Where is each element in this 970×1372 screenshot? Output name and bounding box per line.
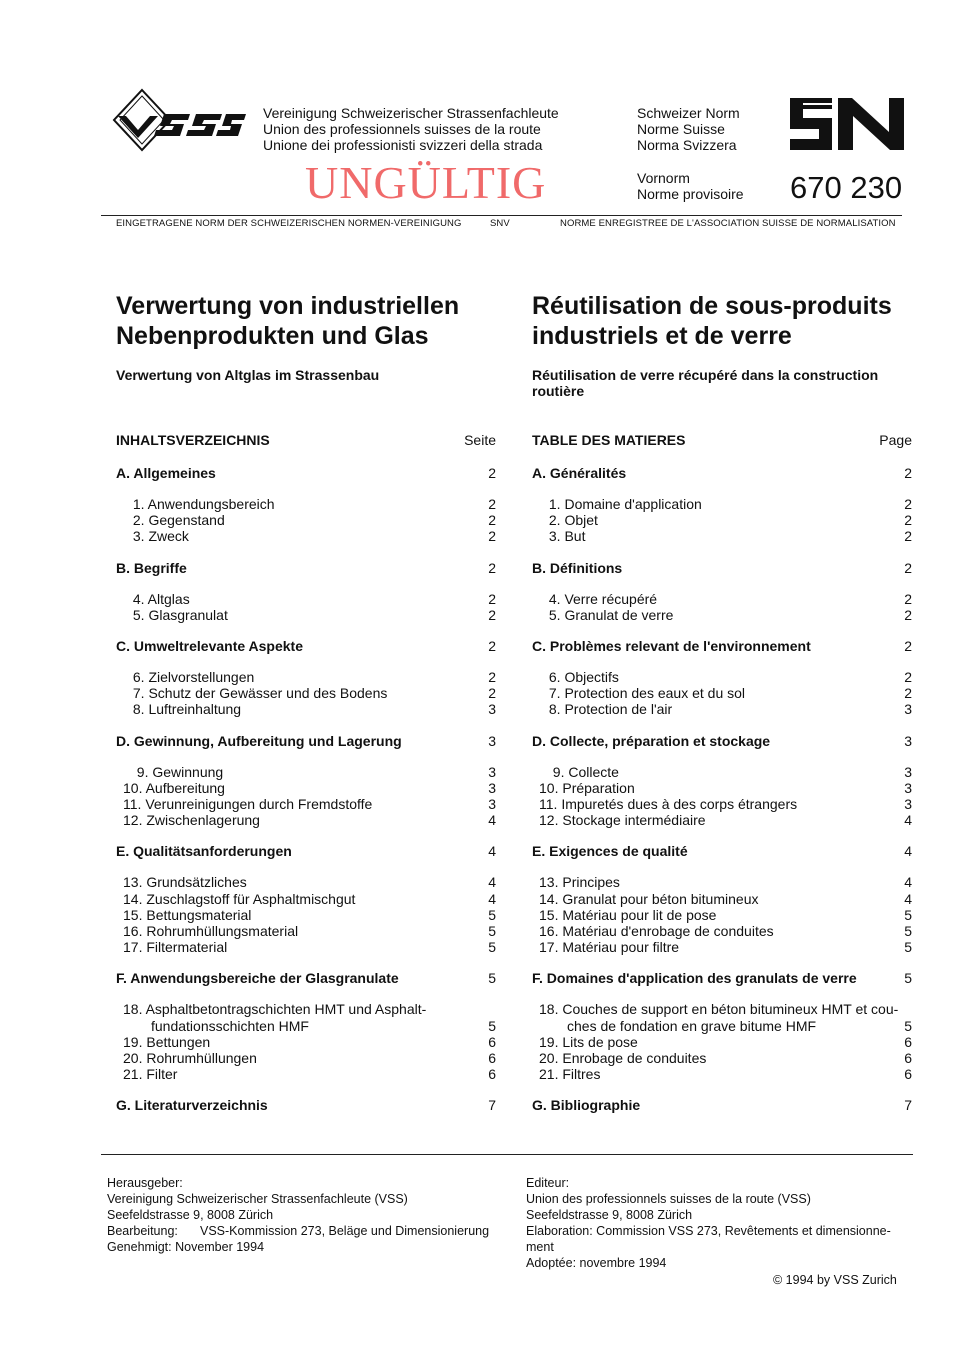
footer-rule bbox=[101, 1154, 913, 1155]
toc-section-page: 2 bbox=[488, 638, 496, 655]
toc-item-page: 2 bbox=[904, 606, 912, 623]
toc-item-page: 3 bbox=[904, 763, 912, 780]
toc-item-text: 20. Enrobage de conduites bbox=[539, 1050, 707, 1067]
toc-item-text: 8. Protection de l'air bbox=[545, 701, 673, 718]
toc-section-page: 2 bbox=[904, 465, 912, 481]
toc-section-title: E. Qualitätsanforderungen bbox=[116, 843, 292, 860]
fr-publisher: Union des professionnels suisses de la route (VSS) bbox=[526, 1192, 811, 1206]
toc-item-page: 3 bbox=[904, 796, 912, 813]
vss-logo bbox=[112, 88, 247, 152]
toc-item bbox=[532, 607, 912, 623]
toc-de bbox=[116, 432, 496, 1128]
toc-item-page: 5 bbox=[488, 1017, 496, 1034]
toc-item-label bbox=[116, 1001, 426, 1033]
toc-section-title: B. Définitions bbox=[532, 559, 623, 576]
toc-item bbox=[116, 685, 496, 701]
toc-item-text: 19. Bettungen bbox=[123, 1033, 211, 1050]
toc-section-page: 2 bbox=[904, 559, 912, 576]
toc-item-page: 2 bbox=[488, 512, 496, 529]
toc-section bbox=[116, 1097, 496, 1113]
toc-item-text: 12. Stockage intermédiaire bbox=[539, 812, 706, 829]
toc-item-text: 15. Matériau pour lit de pose bbox=[539, 906, 717, 923]
toc-item-group bbox=[116, 1001, 496, 1082]
toc-item-text: 18. Couches de support en béton bitumineux HMT et cou- bbox=[539, 1001, 899, 1018]
fr-edit-line1: Elaboration: Commission VSS 273, Revêtements et dimensionne- bbox=[526, 1224, 891, 1238]
toc-section bbox=[116, 465, 496, 481]
toc-section-page: 5 bbox=[488, 970, 496, 987]
toc-item-label bbox=[116, 512, 225, 528]
toc-item-page: 5 bbox=[904, 906, 912, 923]
de-publisher: Vereinigung Schweizerischer Strassenfachleute (VSS) bbox=[107, 1192, 408, 1206]
toc-section-page: 2 bbox=[904, 638, 912, 655]
association-names bbox=[263, 105, 559, 153]
toc-item bbox=[116, 528, 496, 544]
toc-item-text: 7. Protection des eaux et du sol bbox=[545, 685, 746, 702]
toc-item bbox=[116, 796, 496, 812]
toc-item-text: 2. Gegenstand bbox=[129, 512, 225, 529]
toc-item-text: 17. Matériau pour filtre bbox=[539, 939, 680, 956]
toc-item-label bbox=[532, 701, 672, 717]
subtitle-fr-line2: routière bbox=[532, 383, 585, 399]
toc-item-label bbox=[532, 496, 702, 512]
toc-item-group bbox=[116, 874, 496, 955]
toc-item-page: 5 bbox=[904, 923, 912, 940]
toc-section bbox=[532, 843, 912, 859]
toc-fr-title: TABLE DES MATIERES bbox=[532, 432, 686, 448]
toc-item-text: 4. Verre récupéré bbox=[545, 590, 658, 607]
de-approved: Genehmigt: November 1994 bbox=[107, 1240, 265, 1254]
toc-item-group bbox=[116, 496, 496, 545]
de-edit: VSS-Kommission 273, Beläge und Dimensionierung bbox=[200, 1224, 490, 1238]
toc-fr bbox=[532, 432, 912, 1128]
association-it: Unione dei professionisti svizzeri della strada bbox=[263, 137, 543, 153]
toc-section bbox=[532, 638, 912, 654]
toc-item-group bbox=[532, 764, 912, 829]
toc-section-page: 5 bbox=[904, 970, 912, 987]
toc-item-page: 4 bbox=[488, 874, 496, 891]
toc-fr-body bbox=[532, 465, 912, 1113]
toc-item-page: 2 bbox=[488, 669, 496, 686]
toc-item bbox=[532, 907, 912, 923]
fr-publisher-label: Editeur: bbox=[526, 1176, 570, 1190]
toc-item bbox=[532, 923, 912, 939]
toc-item bbox=[116, 701, 496, 717]
toc-item-text: 2. Objet bbox=[545, 512, 598, 529]
title-fr-line2: industriels et de verre bbox=[532, 322, 792, 350]
association-fr: Union des professionnels suisses de la route bbox=[263, 121, 541, 137]
toc-item-label bbox=[116, 1066, 177, 1082]
de-edit-label: Bearbeitung: bbox=[107, 1224, 178, 1238]
toc-item bbox=[532, 874, 912, 890]
toc-section bbox=[116, 970, 496, 986]
toc-item bbox=[116, 591, 496, 607]
toc-section-page: 4 bbox=[904, 843, 912, 860]
toc-item-text: 5. Glasgranulat bbox=[129, 606, 228, 623]
toc-section-page: 3 bbox=[904, 732, 912, 749]
toc-item-label bbox=[116, 764, 223, 780]
toc-item-text: 12. Zwischenlagerung bbox=[123, 812, 260, 829]
toc-item bbox=[532, 512, 912, 528]
toc-item-label bbox=[532, 812, 706, 828]
toc-item-page: 3 bbox=[488, 701, 496, 718]
toc-item-text: 19. Lits de pose bbox=[539, 1033, 638, 1050]
toc-item-group bbox=[532, 669, 912, 718]
subtitle-fr-line1: Réutilisation de verre récupéré dans la construction bbox=[532, 367, 879, 383]
toc-item-page: 2 bbox=[904, 496, 912, 512]
toc-item bbox=[116, 669, 496, 685]
toc-item-label bbox=[116, 701, 241, 717]
toc-item-text: 17. Filtermaterial bbox=[123, 939, 228, 956]
toc-fr-header bbox=[532, 432, 912, 448]
norme-provisoire: Norme provisoire bbox=[637, 186, 744, 202]
toc-section-title: D. Gewinnung, Aufbereitung und Lagerung bbox=[116, 732, 402, 749]
toc-item-page: 2 bbox=[904, 685, 912, 702]
toc-item bbox=[116, 764, 496, 780]
toc-section bbox=[532, 970, 912, 986]
toc-item-label bbox=[532, 512, 598, 528]
toc-item-group bbox=[116, 764, 496, 829]
de-address: Seefeldstrasse 9, 8008 Zürich bbox=[107, 1208, 274, 1222]
toc-section bbox=[116, 638, 496, 654]
toc-item-text: 7. Schutz der Gewässer und des Bodens bbox=[129, 685, 388, 702]
toc-section-page: 2 bbox=[488, 559, 496, 576]
toc-item-text: 6. Objectifs bbox=[545, 669, 619, 686]
toc-de-title: INHALTSVERZEICHNIS bbox=[116, 432, 270, 448]
toc-item-page: 2 bbox=[488, 606, 496, 623]
toc-item-text: 21. Filtres bbox=[539, 1066, 601, 1083]
toc-section bbox=[532, 560, 912, 576]
toc-item bbox=[532, 796, 912, 812]
toc-item-text: 3. Zweck bbox=[129, 528, 189, 545]
toc-item-text: 11. Verunreinigungen durch Fremdstoffe bbox=[123, 796, 373, 813]
toc-item-page: 2 bbox=[488, 685, 496, 702]
toc-item-page: 4 bbox=[488, 812, 496, 829]
toc-section bbox=[532, 733, 912, 749]
toc-item-page: 6 bbox=[488, 1050, 496, 1067]
toc-item-group bbox=[532, 1001, 912, 1082]
toc-item-label bbox=[116, 669, 254, 685]
toc-de-page-label: Seite bbox=[464, 432, 496, 448]
toc-section-title: D. Collecte, préparation et stockage bbox=[532, 732, 771, 749]
toc-item-label bbox=[116, 907, 251, 923]
toc-de-body bbox=[116, 465, 496, 1113]
toc-item-label bbox=[532, 939, 679, 955]
registered-de: EINGETRAGENE NORM DER SCHWEIZERISCHEN NORMEN-VEREINIGUNG bbox=[116, 218, 462, 229]
toc-item-page: 3 bbox=[904, 779, 912, 796]
toc-item-label bbox=[116, 812, 260, 828]
title-de bbox=[116, 291, 459, 351]
toc-item-page: 6 bbox=[904, 1050, 912, 1067]
toc-item-text: 10. Aufbereitung bbox=[123, 779, 225, 796]
toc-item-text: 18. Asphaltbetontragschichten HMT und Asphalt- bbox=[123, 1001, 427, 1018]
toc-item-page: 5 bbox=[488, 923, 496, 940]
toc-item-group bbox=[532, 874, 912, 955]
toc-item-label bbox=[116, 496, 275, 512]
toc-de-header bbox=[116, 432, 496, 448]
toc-item-page: 5 bbox=[904, 1017, 912, 1034]
toc-item-page: 4 bbox=[904, 874, 912, 891]
toc-item-page: 3 bbox=[488, 779, 496, 796]
title-de-line1: Verwertung von industriellen bbox=[116, 292, 460, 320]
toc-item bbox=[532, 496, 912, 512]
toc-section-title: A. Généralités bbox=[532, 465, 627, 481]
footer-de bbox=[107, 1175, 489, 1255]
toc-item-text: 21. Filter bbox=[123, 1066, 178, 1083]
toc-item bbox=[116, 1001, 496, 1033]
toc-item bbox=[532, 1034, 912, 1050]
toc-item-page: 3 bbox=[488, 796, 496, 813]
toc-item bbox=[116, 939, 496, 955]
toc-item-text: 14. Zuschlagstoff für Asphaltmischgut bbox=[123, 890, 356, 907]
toc-item-page: 2 bbox=[904, 512, 912, 529]
toc-section bbox=[532, 1097, 912, 1113]
toc-item-text: 16. Rohrumhüllungsmaterial bbox=[123, 923, 299, 940]
copyright: © 1994 by VSS Zurich bbox=[773, 1273, 897, 1287]
toc-item-page: 5 bbox=[488, 906, 496, 923]
toc-item-page: 4 bbox=[904, 890, 912, 907]
toc-section-title: C. Problèmes relevant de l'environnement bbox=[532, 638, 811, 655]
toc-item-text: 11. Impuretés dues à des corps étrangers bbox=[539, 796, 798, 813]
toc-item-text: 5. Granulat de verre bbox=[545, 606, 674, 623]
toc-section-page: 7 bbox=[488, 1097, 496, 1114]
toc-item-text: 14. Granulat pour béton bitumineux bbox=[539, 890, 759, 907]
norm-number: 670 230 bbox=[790, 170, 903, 205]
toc-item bbox=[532, 669, 912, 685]
toc-item-group bbox=[116, 669, 496, 718]
toc-item-page: 6 bbox=[488, 1033, 496, 1050]
toc-item-label bbox=[532, 528, 585, 544]
toc-item-label bbox=[532, 669, 619, 685]
toc-item-page: 2 bbox=[488, 590, 496, 607]
toc-item-continuation: fundationsschichten HMF bbox=[151, 1017, 309, 1034]
fr-edit-line2: ment bbox=[526, 1240, 554, 1254]
toc-item-text: 20. Rohrumhüllungen bbox=[123, 1050, 257, 1067]
toc-section bbox=[116, 733, 496, 749]
toc-item bbox=[532, 685, 912, 701]
toc-item-page: 2 bbox=[488, 528, 496, 545]
title-fr-line1: Réutilisation de sous-produits bbox=[532, 292, 892, 320]
toc-item-page: 5 bbox=[904, 939, 912, 956]
toc-section-title: E. Exigences de qualité bbox=[532, 843, 688, 860]
toc-item-page: 2 bbox=[904, 669, 912, 686]
toc-item-page: 2 bbox=[488, 496, 496, 512]
footer-fr bbox=[526, 1175, 891, 1271]
toc-item bbox=[532, 891, 912, 907]
norm-type bbox=[637, 105, 740, 153]
toc-section-page: 7 bbox=[904, 1097, 912, 1114]
toc-item bbox=[532, 812, 912, 828]
vornorm: Vornorm bbox=[637, 170, 690, 186]
toc-item-text: 3. But bbox=[545, 528, 586, 545]
toc-item bbox=[116, 512, 496, 528]
toc-item-label bbox=[532, 796, 797, 812]
snv-label: SNV bbox=[490, 218, 510, 229]
toc-item-text: 4. Altglas bbox=[129, 590, 190, 607]
toc-item-page: 2 bbox=[904, 590, 912, 607]
toc-item-text: 6. Zielvorstellungen bbox=[129, 669, 255, 686]
toc-section-page: 2 bbox=[488, 465, 496, 481]
toc-item bbox=[116, 496, 496, 512]
toc-item-label bbox=[532, 764, 619, 780]
norm-fr: Norme Suisse bbox=[637, 121, 725, 137]
toc-item bbox=[116, 1066, 496, 1082]
toc-item bbox=[532, 701, 912, 717]
toc-section-page: 4 bbox=[488, 843, 496, 860]
toc-item-label bbox=[532, 923, 774, 939]
provisional-label bbox=[637, 170, 744, 202]
toc-item-label bbox=[532, 907, 716, 923]
toc-item-label bbox=[532, 780, 635, 796]
toc-item-label bbox=[116, 607, 228, 623]
toc-item-text: 9. Gewinnung bbox=[129, 763, 224, 780]
norm-de: Schweizer Norm bbox=[637, 105, 740, 121]
toc-section-title: G. Bibliographie bbox=[532, 1097, 641, 1114]
toc-item-page: 5 bbox=[488, 939, 496, 956]
toc-section-title: G. Literaturverzeichnis bbox=[116, 1097, 268, 1114]
toc-section-title: F. Anwendungsbereiche der Glasgranulate bbox=[116, 970, 399, 987]
toc-item-page: 4 bbox=[904, 812, 912, 829]
association-de: Vereinigung Schweizerischer Strassenfachleute bbox=[263, 105, 559, 121]
toc-section-title: A. Allgemeines bbox=[116, 465, 216, 481]
toc-item-label bbox=[532, 1001, 898, 1033]
norm-it: Norma Svizzera bbox=[637, 137, 737, 153]
toc-item-page: 3 bbox=[488, 763, 496, 780]
de-edit-row bbox=[107, 1223, 489, 1239]
toc-item-label bbox=[532, 685, 745, 701]
toc-item-label bbox=[532, 1050, 706, 1066]
toc-item bbox=[532, 939, 912, 955]
subtitle-fr bbox=[532, 367, 878, 399]
toc-item-label bbox=[116, 685, 387, 701]
toc-section-title: F. Domaines d'application des granulats de verre bbox=[532, 970, 857, 987]
toc-item-label bbox=[532, 607, 673, 623]
toc-item-label bbox=[532, 1066, 600, 1082]
toc-item-label bbox=[116, 528, 189, 544]
toc-item-label bbox=[116, 939, 227, 955]
toc-item-label bbox=[532, 1034, 638, 1050]
fr-approved: Adoptée: novembre 1994 bbox=[526, 1256, 667, 1270]
toc-item-text: 16. Matériau d'enrobage de conduites bbox=[539, 923, 774, 940]
toc-item bbox=[532, 1001, 912, 1033]
toc-item-label bbox=[116, 923, 298, 939]
toc-item-text: 15. Bettungsmaterial bbox=[123, 906, 252, 923]
toc-section-page: 3 bbox=[488, 732, 496, 749]
fr-address: Seefeldstrasse 9, 8008 Zürich bbox=[526, 1208, 693, 1222]
toc-item-text: 9. Collecte bbox=[545, 763, 619, 780]
toc-item-text: 13. Principes bbox=[539, 874, 620, 891]
toc-item-text: 10. Préparation bbox=[539, 779, 635, 796]
toc-item-group bbox=[116, 591, 496, 623]
toc-item bbox=[532, 591, 912, 607]
toc-item-label bbox=[532, 591, 657, 607]
toc-item-text: 13. Grundsätzliches bbox=[123, 874, 247, 891]
toc-item bbox=[532, 780, 912, 796]
toc-item-label bbox=[116, 1050, 257, 1066]
toc-item-page: 4 bbox=[488, 890, 496, 907]
toc-item-label bbox=[532, 874, 620, 890]
title-fr bbox=[532, 291, 892, 351]
toc-item-label bbox=[116, 1034, 210, 1050]
toc-section bbox=[116, 560, 496, 576]
toc-item bbox=[116, 1050, 496, 1066]
registered-fr: NORME ENREGISTREE DE L'ASSOCIATION SUISSE DE NORMALISATION bbox=[560, 218, 896, 229]
toc-item-group bbox=[532, 591, 912, 623]
toc-section bbox=[116, 843, 496, 859]
de-publisher-label: Herausgeber: bbox=[107, 1176, 183, 1190]
title-de-line2: Nebenprodukten und Glas bbox=[116, 322, 429, 350]
toc-item-label bbox=[116, 780, 225, 796]
toc-item-label bbox=[116, 891, 355, 907]
toc-item-page: 6 bbox=[488, 1066, 496, 1083]
toc-item-label bbox=[116, 591, 190, 607]
toc-item-label bbox=[116, 796, 372, 812]
toc-section-title: B. Begriffe bbox=[116, 559, 187, 576]
toc-item-text: 1. Domaine d'application bbox=[545, 496, 702, 512]
toc-item-page: 6 bbox=[904, 1066, 912, 1083]
toc-item bbox=[116, 891, 496, 907]
toc-item-label bbox=[116, 874, 247, 890]
toc-fr-page-label: Page bbox=[879, 432, 912, 448]
toc-item bbox=[532, 1066, 912, 1082]
toc-item-label bbox=[532, 891, 758, 907]
toc-item-text: 1. Anwendungsbereich bbox=[129, 496, 275, 512]
toc-item-text: 8. Luftreinhaltung bbox=[129, 701, 242, 718]
sn-logo bbox=[786, 98, 906, 150]
toc-section bbox=[532, 465, 912, 481]
toc-item bbox=[116, 607, 496, 623]
toc-item bbox=[116, 812, 496, 828]
toc-item bbox=[116, 907, 496, 923]
toc-item-page: 3 bbox=[904, 701, 912, 718]
toc-item bbox=[116, 923, 496, 939]
toc-item bbox=[532, 1050, 912, 1066]
toc-item-page: 6 bbox=[904, 1033, 912, 1050]
toc-section-title: C. Umweltrelevante Aspekte bbox=[116, 638, 303, 655]
toc-item-continuation: ches de fondation en grave bitume HMF bbox=[567, 1017, 817, 1034]
toc-item bbox=[532, 528, 912, 544]
toc-item-page: 2 bbox=[904, 528, 912, 545]
toc-item bbox=[116, 874, 496, 890]
subtitle-de: Verwertung von Altglas im Strassenbau bbox=[116, 367, 380, 383]
toc-item bbox=[116, 1034, 496, 1050]
toc-item bbox=[116, 780, 496, 796]
header-rule bbox=[101, 215, 902, 216]
invalid-stamp: UNGÜLTIG bbox=[305, 157, 547, 208]
toc-item-group bbox=[532, 496, 912, 545]
toc-item bbox=[532, 764, 912, 780]
